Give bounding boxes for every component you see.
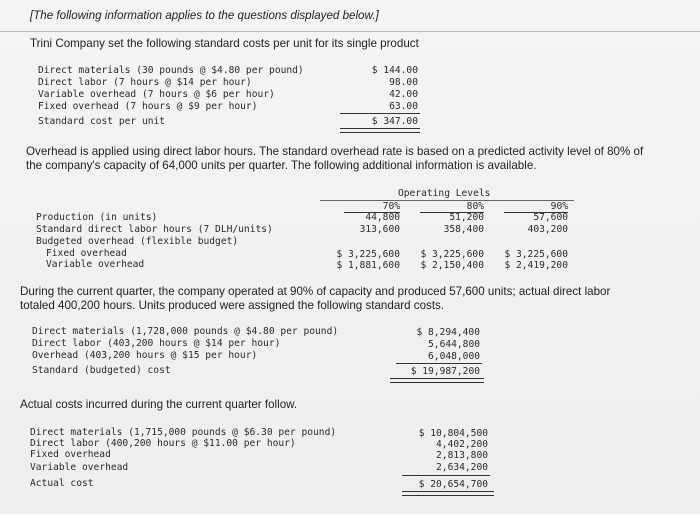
row-value: $ 2,150,400 (420, 260, 484, 271)
row-label: Fixed overhead (46, 248, 127, 259)
row-value: $ 3,225,600 (420, 249, 484, 260)
unit-cost-value: $ 144.00 (371, 65, 418, 76)
std-cost-total-label: Standard (budgeted) cost (32, 365, 171, 376)
row-value: $ 2,419,200 (504, 260, 568, 271)
row-label: Budgeted overhead (flexible budget) (36, 236, 239, 247)
row-value: $ 3,225,600 (504, 249, 568, 260)
actual-cost-label: Direct labor (400,200 hours @ $11.00 per hour) (30, 438, 296, 449)
row-value: 358,400 (443, 224, 484, 235)
overhead-paragraph-line2: the company's capacity of 64,000 units per quarter. The following additional information is available. (26, 159, 537, 172)
actual-cost-value: 2,813,800 (436, 450, 488, 461)
std-cost-label: Overhead (403,200 hours @ $15 per hour) (32, 350, 258, 361)
std-cost-value: 5,644,800 (428, 339, 480, 350)
overhead-paragraph-line1: Overhead is applied using direct labor hours. The standard overhead rate is based on a predicted activity level of 80% of (26, 145, 644, 158)
row-label: Production (in units) (36, 212, 158, 223)
unit-cost-label: Fixed overhead (7 hours @ $9 per hour) (38, 101, 258, 112)
actual-cost-value: $ 10,804,500 (418, 428, 488, 439)
std-cost-total-value: $ 19,987,200 (410, 366, 480, 377)
company-statement: Trini Company set the following standard costs per unit for its single product (30, 37, 419, 50)
row-value: 57,600 (533, 212, 568, 223)
divider (0, 31, 700, 32)
quarter-paragraph-line2: totaled 400,200 hours. Units produced were assigned the following standard costs. (20, 299, 445, 312)
row-value: $ 3,225,600 (336, 249, 400, 260)
row-value: 403,200 (527, 224, 568, 235)
std-cost-label: Direct materials (1,728,000 pounds @ $4.80 per pound) (32, 326, 339, 337)
subtotal-rule (340, 113, 420, 114)
row-label: Standard direct labor hours (7 DLH/units) (36, 224, 273, 235)
actual-cost-value: 2,634,200 (436, 462, 488, 473)
subtotal-rule (402, 475, 490, 476)
actual-cost-label: Fixed overhead (30, 449, 111, 460)
unit-cost-label: Direct labor (7 hours @ $14 per hour) (38, 77, 252, 88)
row-value: 51,200 (449, 212, 484, 223)
row-label: Variable overhead (46, 259, 145, 270)
total-double-rule (390, 378, 484, 383)
level-header: 80% (466, 201, 484, 212)
total-double-rule (340, 128, 420, 133)
row-value: 44,800 (365, 212, 400, 223)
operating-levels-header: Operating Levels (398, 188, 491, 199)
actual-cost-total-label: Actual cost (30, 478, 94, 489)
std-cost-value: 6,048,000 (428, 351, 480, 362)
std-cost-label: Direct labor (403,200 hours @ $14 per hour) (32, 338, 281, 349)
actual-costs-heading: Actual costs incurred during the current quarter follow. (20, 398, 298, 411)
unit-cost-label: Direct materials (30 pounds @ $4.80 per pound) (38, 65, 304, 76)
total-double-rule (402, 491, 494, 496)
unit-cost-total-value: $ 347.00 (371, 116, 418, 127)
row-value: $ 1,881,600 (336, 260, 400, 271)
actual-cost-label: Direct materials (1,715,000 pounds @ $6.30 per pound) (30, 427, 337, 438)
quarter-paragraph-line1: During the current quarter, the company operated at 90% of capacity and produced 57,600 units; actual direct labor (20, 285, 611, 298)
unit-cost-value: 63.00 (389, 101, 418, 112)
actual-cost-value: 4,402,200 (436, 439, 488, 450)
unit-cost-value: 98.00 (389, 77, 418, 88)
level-header: 90% (550, 201, 568, 212)
row-value: 313,600 (359, 224, 400, 235)
actual-cost-label: Variable overhead (30, 462, 129, 473)
std-cost-value: $ 8,294,400 (416, 327, 480, 338)
level-header: 70% (382, 201, 400, 212)
intro-note: [The following information applies to the questions displayed below.] (30, 9, 379, 22)
unit-cost-label: Variable overhead (7 hours @ $6 per hour) (38, 89, 275, 100)
subtotal-rule (396, 363, 482, 364)
unit-cost-total-label: Standard cost per unit (38, 116, 166, 127)
actual-cost-total-value: $ 20,654,700 (418, 479, 488, 490)
unit-cost-value: 42.00 (389, 89, 418, 100)
